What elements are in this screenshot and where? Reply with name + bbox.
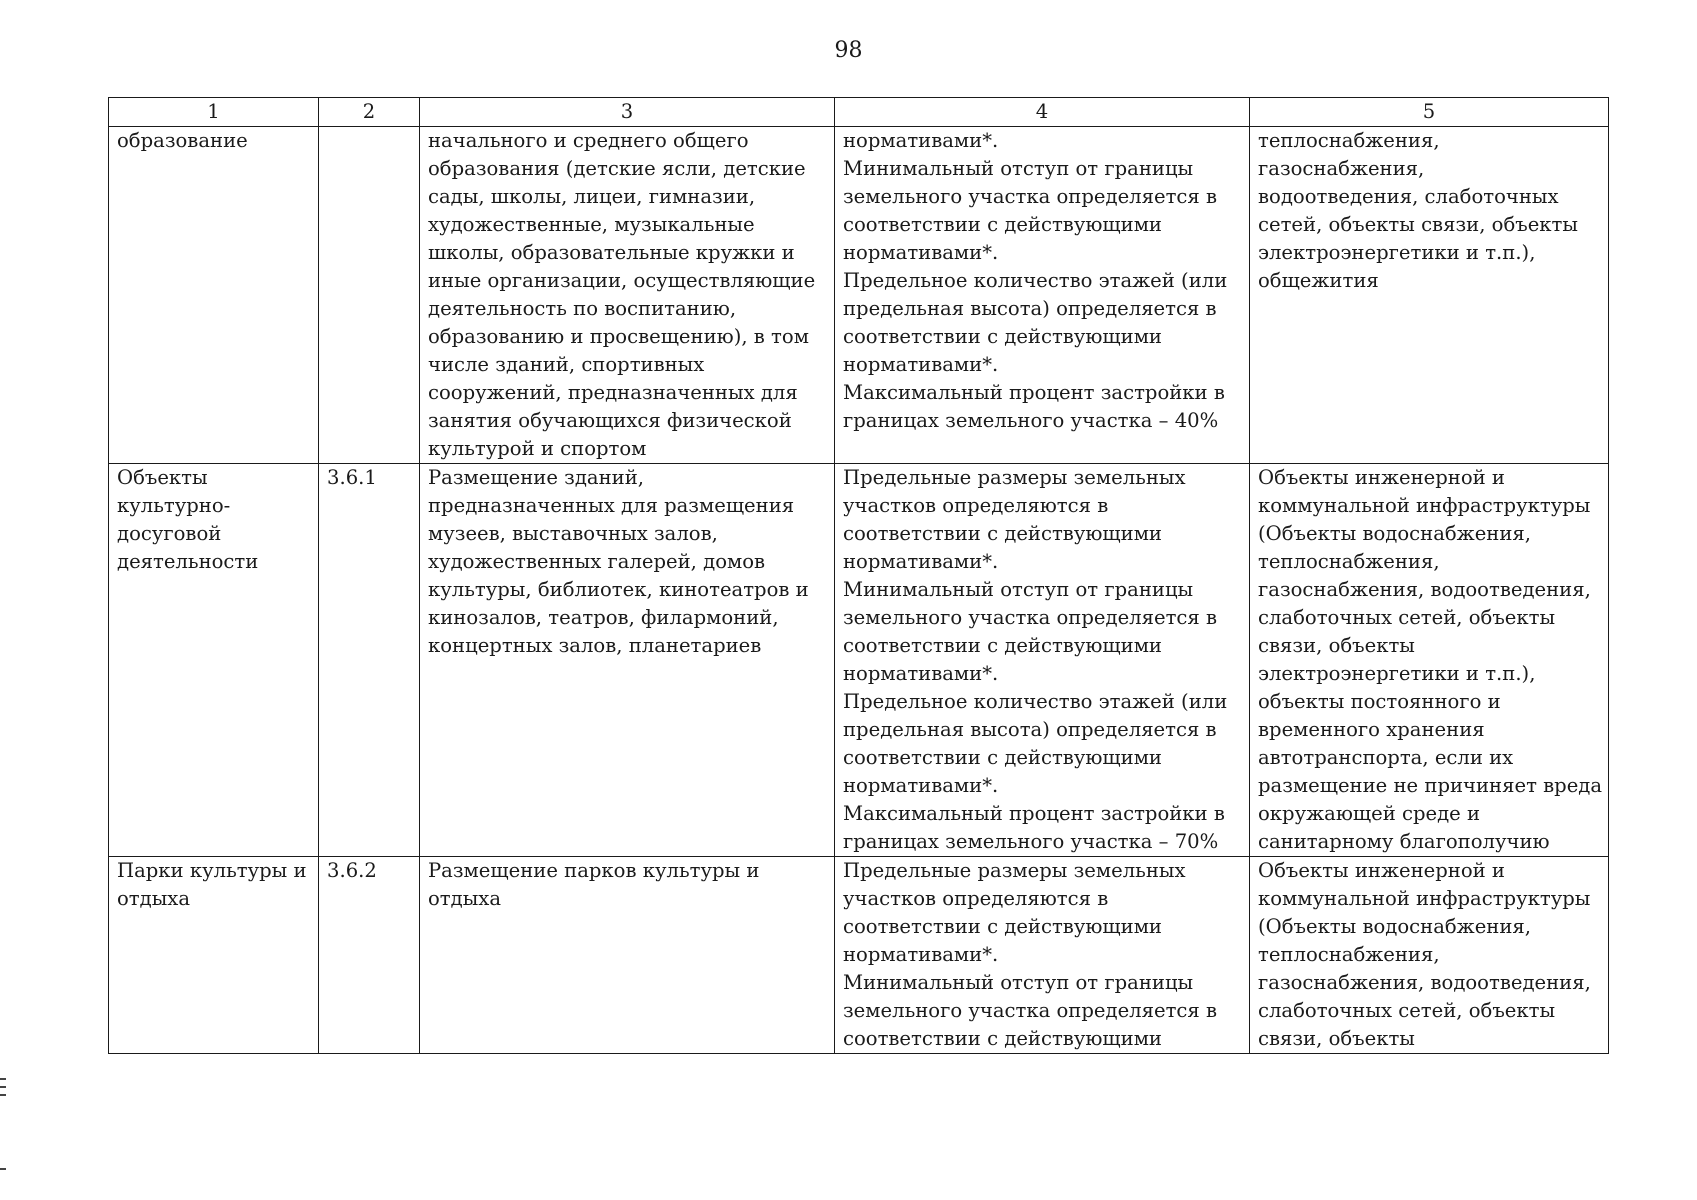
cell-line: Предельные размеры земельных [843,859,1186,882]
header-col-3: 3 [420,98,835,127]
cell-line: Объекты инженерной и [1258,859,1505,882]
cell-text [327,464,411,492]
cell-line: коммунальной инфраструктуры [1258,887,1591,910]
cell-line: связи, объекты [1258,1027,1415,1050]
cell-line: нормативами*. [843,241,999,264]
cell-line: общежития [1258,269,1379,292]
cell-line: Объекты инженерной и [1258,466,1505,489]
cell-line: 3.6.1 [327,466,377,489]
table-cell-col-3 [420,857,835,1054]
cell-line: газоснабжения, водоотведения, [1258,971,1591,994]
cell-line: участков определяются в [843,887,1109,910]
cell-line: соответствии с действующими [843,915,1162,938]
zoning-table [108,97,1609,1054]
cell-line: соответствии с действующими [843,746,1162,769]
cell-line: нормативами*. [843,550,999,573]
cell-text [843,127,1241,435]
cell-line: культуры, библиотек, кинотеатров и [428,578,809,601]
page-number: 98 [834,38,863,63]
table-cell-col-5 [1250,857,1609,1054]
cell-line: теплоснабжения, [1258,129,1440,152]
cell-line: слаботочных сетей, объекты [1258,606,1556,629]
cell-line: деятельности [117,550,259,573]
table-row [109,857,1609,1054]
cell-text [428,857,826,913]
cell-line: отдыха [428,887,502,910]
cell-line: нормативами*. [843,943,999,966]
cell-line: размещение не причиняет вреда [1258,774,1603,797]
cell-line: нормативами*. [843,353,999,376]
cell-line: 3.6.2 [327,859,377,882]
margin-mark [0,1168,6,1170]
cell-line: сады, школы, лицеи, гимназии, [428,185,756,208]
cell-text [843,464,1241,856]
cell-line: газоснабжения, водоотведения, [1258,578,1591,601]
cell-line: Объекты [117,466,208,489]
table-row [109,127,1609,464]
cell-line: сетей, объекты связи, объекты [1258,213,1578,236]
table-cell-col-3 [420,464,835,857]
cell-line: газоснабжения, [1258,157,1425,180]
cell-line: временного хранения [1258,718,1485,741]
cell-line: образованию и просвещению), в том [428,325,809,348]
cell-text [428,127,826,463]
cell-line: кинозалов, театров, филармоний, [428,606,779,629]
table-header-row [109,98,1609,127]
cell-line: окружающей среде и [1258,802,1481,825]
cell-line: теплоснабжения, [1258,943,1440,966]
cell-line: соответствии с действующими [843,213,1162,236]
cell-line: теплоснабжения, [1258,550,1440,573]
cell-line: занятия обучающихся физической [428,409,792,432]
table-cell-col-4 [835,464,1250,857]
cell-text [428,464,826,660]
header-col-4: 4 [835,98,1250,127]
cell-line: границах земельного участка – 70% [843,830,1219,853]
cell-line: границах земельного участка – 40% [843,409,1219,432]
cell-text [1258,464,1603,856]
header-col-1: 1 [109,98,319,127]
cell-line: школы, образовательные кружки и [428,241,795,264]
cell-line: отдыха [117,887,191,910]
table-cell-col-4 [835,857,1250,1054]
margin-mark [0,1094,6,1096]
cell-text [117,127,310,155]
table-cell-col-4 [835,127,1250,464]
cell-line: образование [117,129,248,152]
cell-line: Размещение зданий, [428,466,644,489]
cell-line: иные организации, осуществляющие [428,269,816,292]
margin-mark [0,1086,6,1088]
cell-line: нормативами*. [843,662,999,685]
cell-line: соответствии с действующими [843,1027,1162,1050]
cell-line: электроэнергетики и т.п.), [1258,662,1536,685]
cell-line: нормативами*. [843,129,999,152]
cell-line: предельная высота) определяется в [843,718,1217,741]
cell-text [1258,857,1600,1053]
cell-line: коммунальной инфраструктуры [1258,494,1591,517]
table-cell-col-2 [319,127,420,464]
cell-line: культурой и спортом [428,437,647,460]
table-row [109,464,1609,857]
cell-line: соответствии с действующими [843,634,1162,657]
cell-line: Предельные размеры земельных [843,466,1186,489]
cell-line: концертных залов, планетариев [428,634,762,657]
cell-text [1258,127,1600,295]
table-cell-col-1 [109,127,319,464]
cell-line: досуговой [117,522,222,545]
cell-line: Минимальный отступ от границы [843,578,1194,601]
cell-text [117,464,310,576]
cell-text [117,857,310,913]
cell-line: автотранспорта, если их [1258,746,1514,769]
cell-line: Минимальный отступ от границы [843,971,1194,994]
cell-line: культурно- [117,494,231,517]
header-col-5: 5 [1250,98,1609,127]
cell-text [327,857,411,885]
cell-line: Максимальный процент застройки в [843,381,1225,404]
cell-line: электроэнергетики и т.п.), [1258,241,1536,264]
cell-line: (Объекты водоснабжения, [1258,522,1532,545]
cell-line: Минимальный отступ от границы [843,157,1194,180]
header-col-2: 2 [319,98,420,127]
cell-line: образования (детские ясли, детские [428,157,806,180]
cell-line: Парки культуры и [117,859,307,882]
cell-line: слаботочных сетей, объекты [1258,999,1556,1022]
cell-line: (Объекты водоснабжения, [1258,915,1532,938]
cell-line: числе зданий, спортивных [428,353,705,376]
cell-line: Предельное количество этажей (или [843,690,1228,713]
cell-line: художественных галерей, домов [428,550,766,573]
table-cell-col-5 [1250,464,1609,857]
cell-line: Размещение парков культуры и [428,859,760,882]
cell-line: водоотведения, слаботочных [1258,185,1559,208]
table-cell-col-2 [319,464,420,857]
table-cell-col-2 [319,857,420,1054]
cell-line: Предельное количество этажей (или [843,269,1228,292]
cell-line: художественные, музыкальные [428,213,755,236]
cell-line: предельная высота) определяется в [843,297,1217,320]
cell-line: деятельность по воспитанию, [428,297,737,320]
table-cell-col-1 [109,857,319,1054]
table-cell-col-1 [109,464,319,857]
cell-line: санитарному благополучию [1258,830,1550,853]
cell-line: земельного участка определяется в [843,185,1218,208]
cell-line: предназначенных для размещения [428,494,795,517]
cell-line: земельного участка определяется в [843,606,1218,629]
cell-text [843,857,1241,1053]
cell-line: участков определяются в [843,494,1109,517]
cell-line: начального и среднего общего [428,129,749,152]
margin-mark [0,1078,6,1080]
table-cell-col-3 [420,127,835,464]
cell-line: сооружений, предназначенных для [428,381,798,404]
cell-line: соответствии с действующими [843,325,1162,348]
cell-line: нормативами*. [843,774,999,797]
cell-line: объекты постоянного и [1258,690,1501,713]
cell-line: Максимальный процент застройки в [843,802,1225,825]
cell-line: соответствии с действующими [843,522,1162,545]
cell-line: земельного участка определяется в [843,999,1218,1022]
table-cell-col-5 [1250,127,1609,464]
cell-line: связи, объекты [1258,634,1415,657]
cell-line: музеев, выставочных залов, [428,522,718,545]
